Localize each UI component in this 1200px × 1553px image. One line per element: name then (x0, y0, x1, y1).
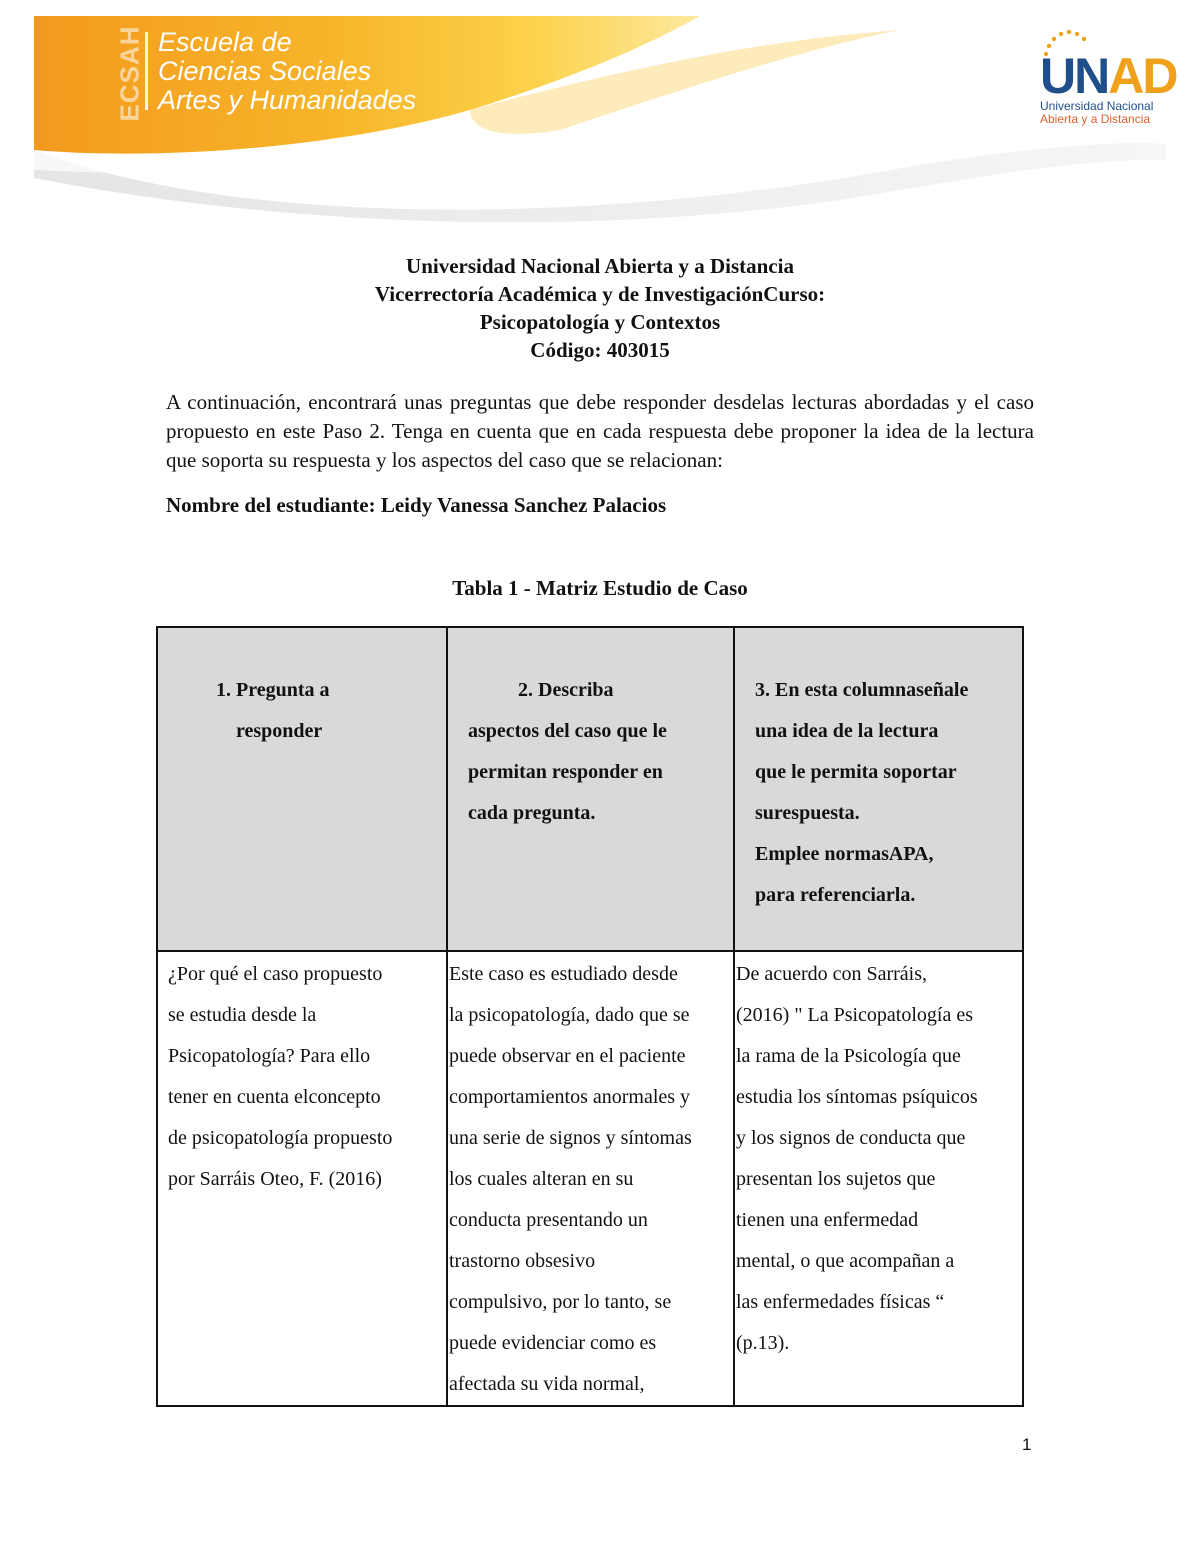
header-line-1: Universidad Nacional Abierta y a Distancia (406, 254, 794, 278)
col3-header-line-5: Emplee normasAPA, (755, 843, 934, 865)
table-title: Tabla 1 - Matriz Estudio de Caso (452, 576, 748, 600)
school-name-line-2: Ciencias Sociales (158, 56, 372, 86)
row1-col2-line: una serie de signos y síntomas (449, 1127, 692, 1149)
col3-header-line-6: para referenciarla. (755, 884, 916, 906)
row1-col1-line: se estudia desde la (168, 1004, 317, 1026)
row1-col2-line: comportamientos anormales y (449, 1086, 691, 1108)
header-line-2: Vicerrectoría Académica y de InvestigaciónCurso: (374, 282, 826, 306)
header-banner (0, 0, 1200, 225)
column-header-question (157, 627, 447, 951)
ecsah-vertical-label (104, 25, 145, 122)
unad-mark-ad: AD (1108, 48, 1177, 104)
row1-question-cell (157, 951, 447, 1406)
row1-col2-line: Este caso es estudiado desde (449, 963, 678, 985)
case-study-matrix (156, 626, 1024, 1407)
column-header-case-aspects (447, 627, 734, 951)
row1-col2-line: puede evidenciar como es (449, 1332, 657, 1354)
col3-header-line-3: que le permita soportar (755, 761, 957, 783)
row1-col1-line: tener en cuenta elconcepto (168, 1086, 381, 1108)
col2-header-line-3: permitan responder en (468, 761, 663, 783)
row1-col1-line: ¿Por qué el caso propuesto (168, 963, 383, 985)
row1-col3-line: y los signos de conducta que (736, 1127, 966, 1149)
school-divider (145, 32, 148, 110)
row1-col3-line: las enfermedades físicas “ (736, 1291, 945, 1313)
row1-col2-line: compulsivo, por lo tanto, se (449, 1291, 672, 1313)
unad-logo (1036, 24, 1177, 134)
row1-col3-line: mental, o que acompañan a (736, 1250, 955, 1272)
row1-col2-line: afectada su vida normal, (449, 1373, 645, 1395)
table-header-row (157, 627, 1023, 951)
page-number: 1 (1022, 1435, 1032, 1454)
col3-header-line-1: 3. En esta columnaseñale (755, 679, 969, 701)
row1-col2-line: la psicopatología, dado que se (449, 1004, 690, 1026)
unad-subtitle-line-2: Abierta y a Distancia (1040, 112, 1151, 126)
unad-wordmark (1040, 46, 1176, 106)
table-row (157, 951, 1023, 1406)
school-name-line-3: Artes y Humanidades (158, 85, 417, 115)
col3-header-line-4: surespuesta. (755, 802, 860, 824)
col2-header-line-1: 2. Describa (518, 679, 614, 701)
ecsah-text: ECSAH (114, 25, 145, 122)
header-line-3: Psicopatología y Contextos (479, 310, 721, 334)
intro-paragraph: A continuación, encontrará unas preguntas que debe responder desdelas lecturas abordadas y el caso propuesto en este Paso 2. Tenga en cuenta que en cada respuesta debe proponer la idea de la lectura que soporta su respuesta y los aspectos del caso que se relacionan: (166, 390, 1034, 472)
row1-col3-line: la rama de la Psicología que (736, 1045, 961, 1067)
row1-reading-idea-cell (734, 951, 1023, 1406)
unad-mark-un: UN (1040, 48, 1109, 104)
row1-col3-line: (p.13). (736, 1332, 790, 1354)
column-header-reading-idea (734, 627, 1023, 951)
col1-header-line-2: responder (236, 720, 323, 742)
col1-header-line-1: 1. Pregunta a (216, 679, 330, 701)
row1-col2-line: puede observar en el paciente (449, 1045, 686, 1067)
row1-col3-line: (2016) " La Psicopatología es (736, 1004, 974, 1026)
col2-header-line-4: cada pregunta. (468, 802, 596, 824)
row1-col1-line: Psicopatología? Para ello (168, 1045, 371, 1067)
unad-subtitle (1040, 100, 1153, 126)
row1-col2-line: trastorno obsesivo (449, 1250, 596, 1272)
col2-header-line-2: aspectos del caso que le (468, 720, 667, 742)
row1-col1-line: de psicopatología propuesto (168, 1127, 393, 1149)
row1-case-aspects-cell (447, 951, 734, 1406)
document-header (166, 252, 1034, 364)
row1-col3-line: presentan los sujetos que (736, 1168, 936, 1190)
unad-subtitle-line-1: Universidad Nacional (1040, 99, 1154, 113)
student-name: Nombre del estudiante: Leidy Vanessa Sanchez Palacios (166, 493, 667, 517)
row1-col3-line: estudia los síntomas psíquicos (736, 1086, 978, 1108)
school-name-line-1: Escuela de (158, 27, 292, 57)
row1-col1-line: por Sarráis Oteo, F. (2016) (168, 1168, 382, 1190)
row1-col3-line: De acuerdo con Sarráis, (736, 963, 928, 985)
header-line-4: Código: 403015 (530, 338, 670, 362)
row1-col2-line: conducta presentando un (449, 1209, 648, 1231)
school-name (158, 28, 416, 115)
col3-header-line-2: una idea de la lectura (755, 720, 939, 742)
row1-col3-line: tienen una enfermedad (736, 1209, 919, 1231)
row1-col2-line: los cuales alteran en su (449, 1168, 634, 1190)
